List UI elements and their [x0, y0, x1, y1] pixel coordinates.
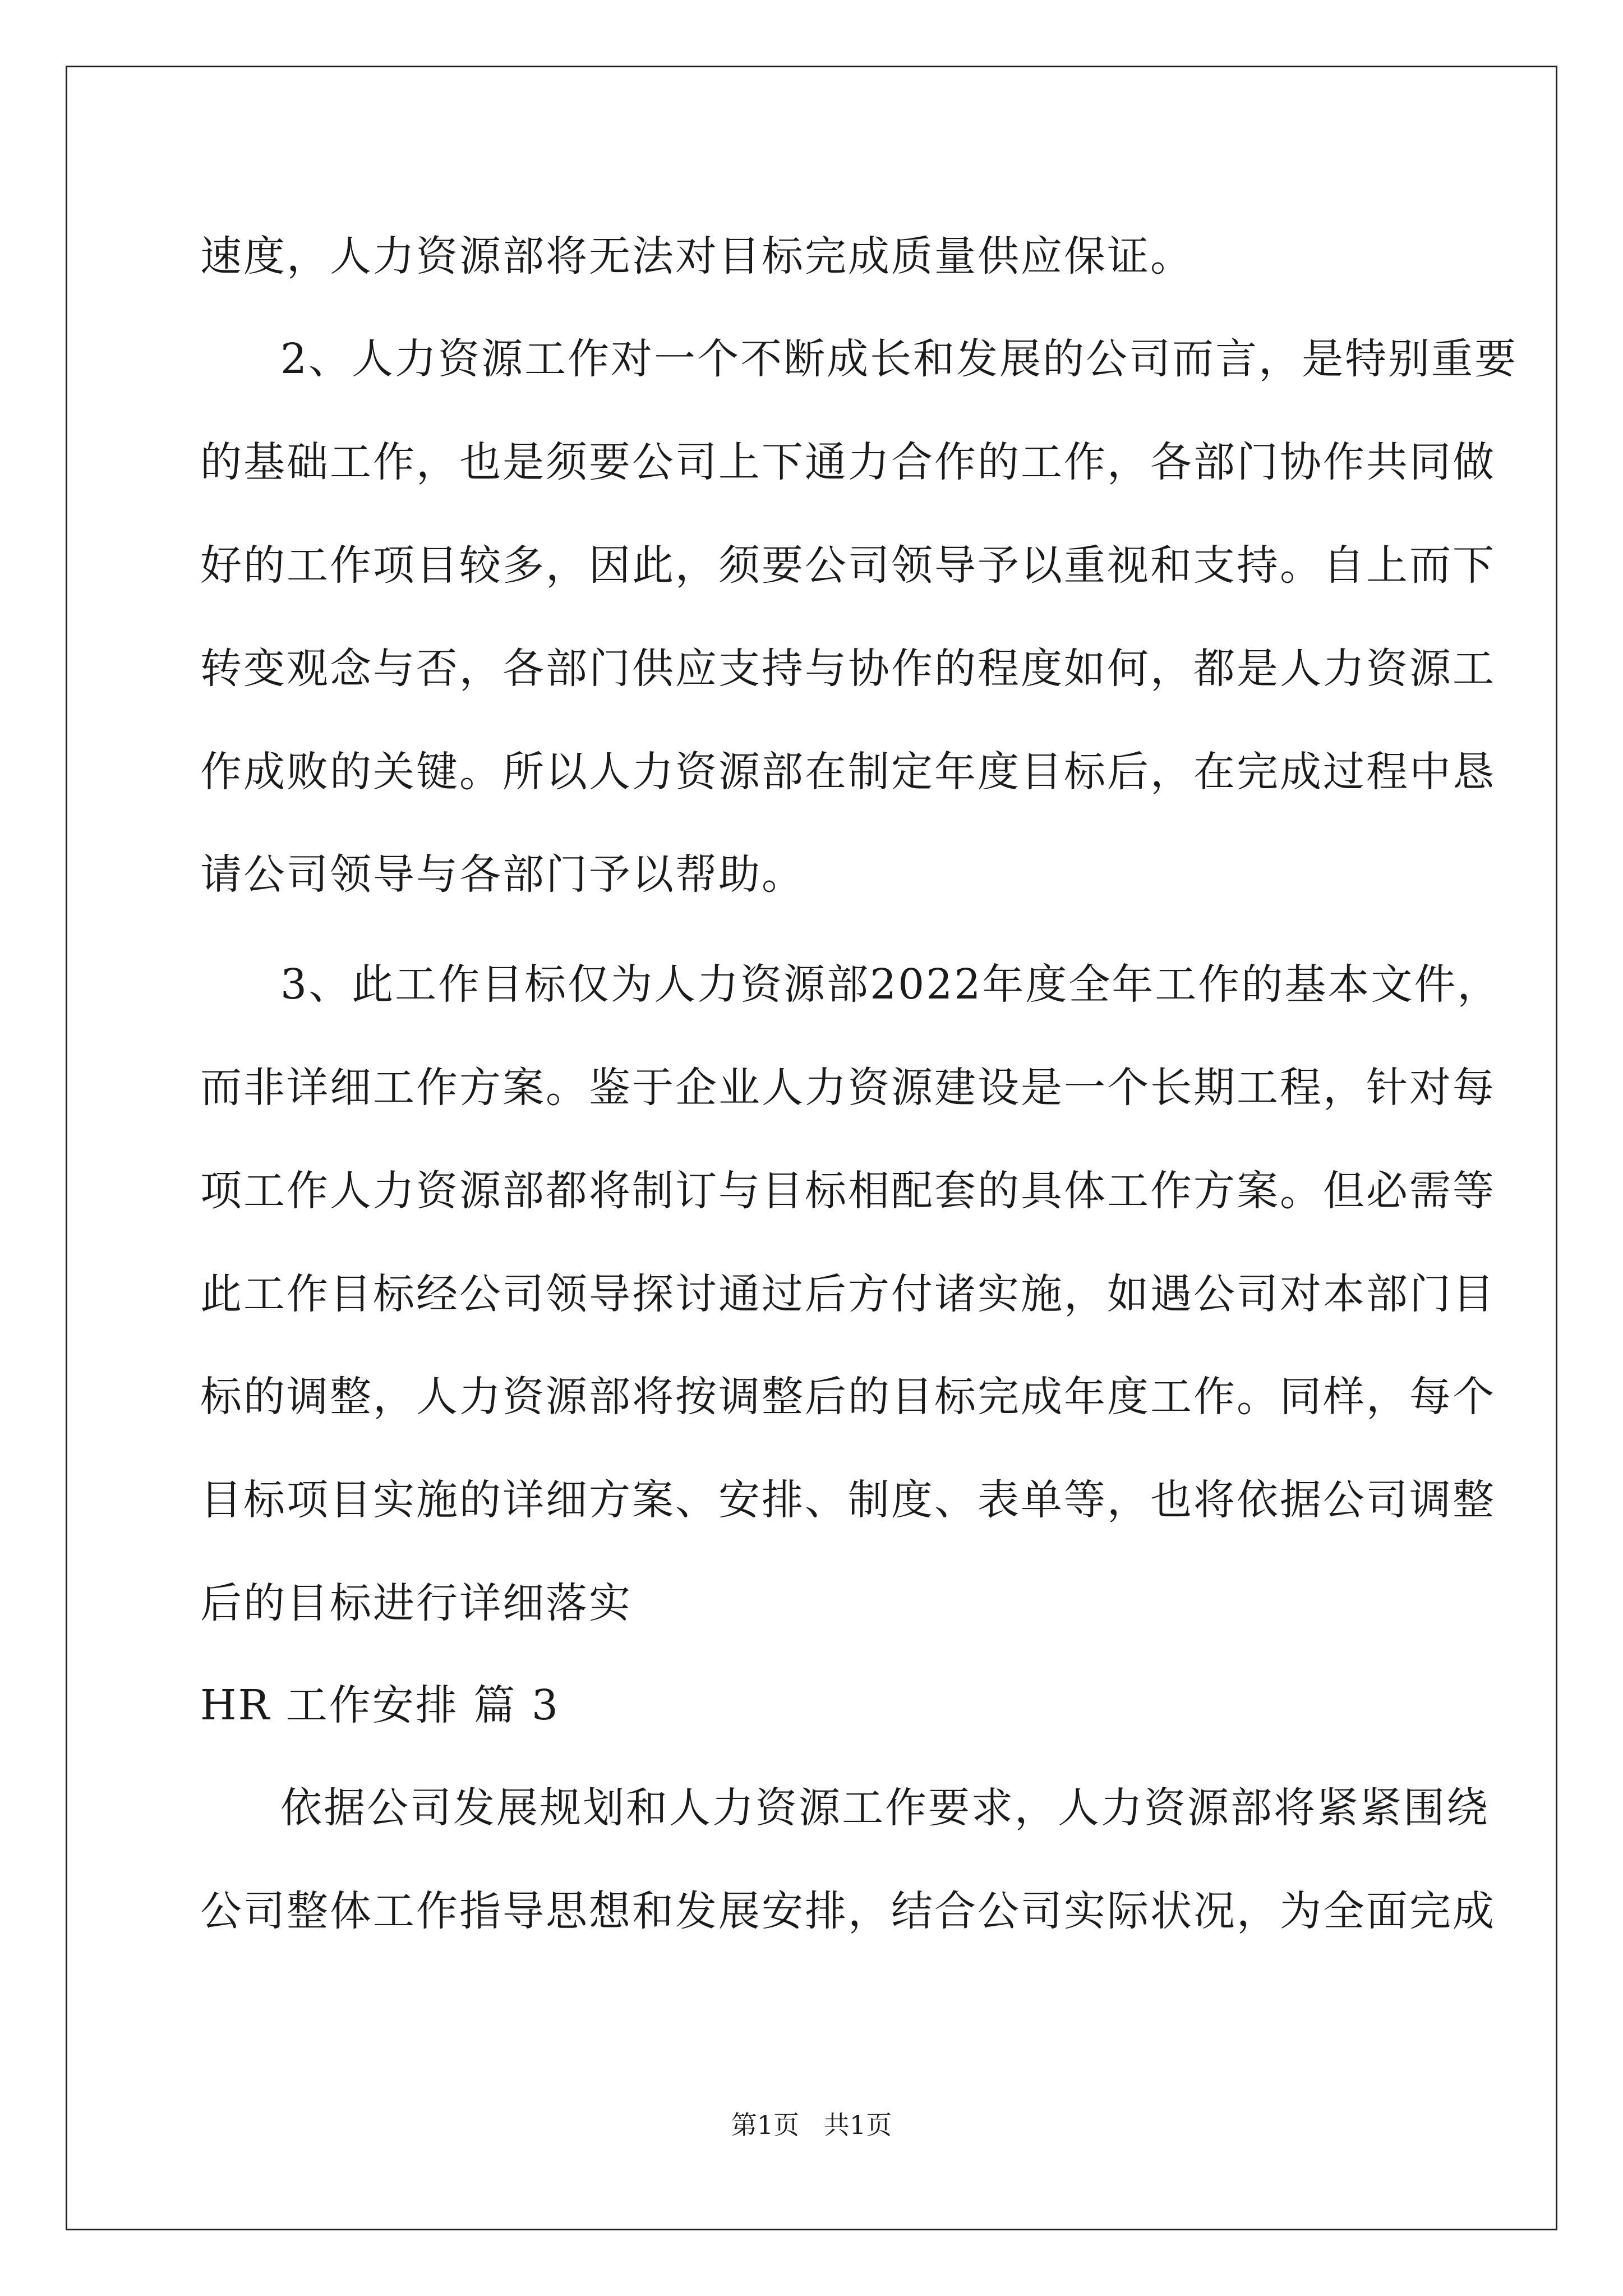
paragraph-3-line-3: 项工作人力资源部都将制订与目标相配套的具体工作方案。但必需等	[200, 1167, 1496, 1215]
paragraph-2-line-6: 请公司领导与各部门予以帮助。	[200, 850, 805, 899]
paragraph-3-line-1: 3、此工作目标仅为人力资源部2022年度全年工作的基本文件，	[280, 960, 1501, 1009]
paragraph-2-line-4: 转变观念与否，各部门供应支持与协作的程度如何，都是人力资源工	[200, 645, 1496, 693]
paragraph-4-line-1: 依据公司发展规划和人力资源工作要求，人力资源部将紧紧围绕	[280, 1784, 1490, 1832]
paragraph-2-line-5: 作成败的关键。所以人力资源部在制定年度目标后，在完成过程中恳	[200, 748, 1496, 796]
paragraph-2-line-3: 好的工作项目较多，因此，须要公司领导予以重视和支持。自上而下	[200, 541, 1496, 590]
paragraph-3-line-2: 而非详细工作方案。鉴于企业人力资源建设是一个长期工程，针对每	[200, 1064, 1496, 1112]
paragraph-2-line-1: 2、人力资源工作对一个不断成长和发展的公司而言，是特别重要	[280, 335, 1518, 383]
paragraph-3-line-7: 后的目标进行详细落实	[200, 1579, 632, 1627]
paragraph-3-line-5: 标的调整，人力资源部将按调整后的目标完成年度工作。同样，每个	[200, 1373, 1496, 1421]
paragraph-1-line-1: 速度，人力资源部将无法对目标完成质量供应保证。	[200, 232, 1193, 280]
section-heading: HR 工作安排 篇 3	[200, 1681, 560, 1729]
paragraph-2-line-2: 的基础工作，也是须要公司上下通力合作的工作，各部门协作共同做	[200, 438, 1496, 486]
page-footer: 第1页 共1页	[731, 2110, 892, 2140]
paragraph-4-line-2: 公司整体工作指导思想和发展安排，结合公司实际状况，为全面完成	[200, 1887, 1496, 1935]
paragraph-3-line-4: 此工作目标经公司领导探讨通过后方付诸实施，如遇公司对本部门目	[200, 1270, 1496, 1318]
paragraph-3-line-6: 目标项目实施的详细方案、安排、制度、表单等，也将依据公司调整	[200, 1476, 1496, 1524]
